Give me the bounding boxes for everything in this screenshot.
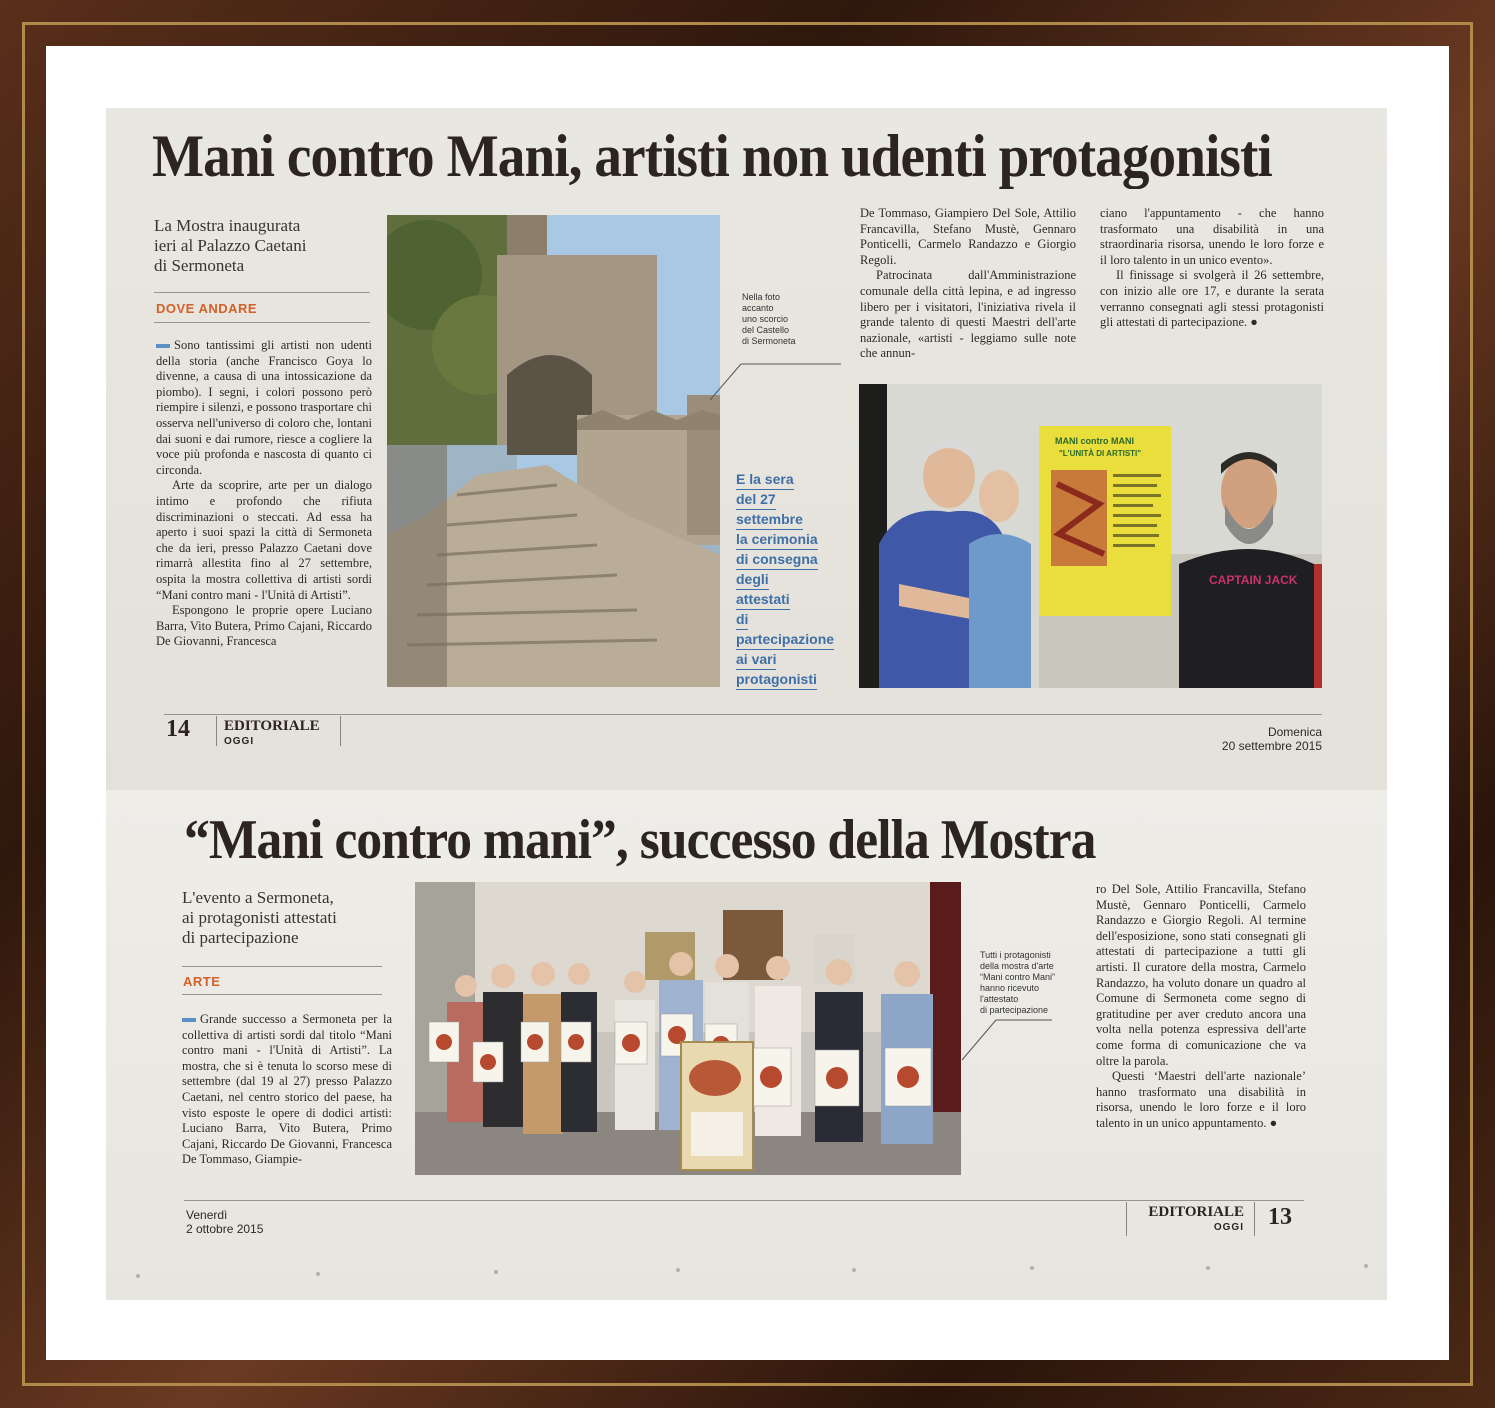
punch-mark	[316, 1272, 320, 1276]
paragraph: De Tommaso, Giampiero Del Sole, Attilio Francavilla, Stefano Mustè, Gennaro Ponticelli, Carmelo Randazzo e Giorgio Regoli.	[860, 206, 1076, 267]
punch-mark	[136, 1274, 140, 1278]
subheadline-line: ai protagonisti attestati	[182, 908, 337, 927]
quote-line: ai vari	[736, 650, 776, 670]
article-column-4	[1100, 206, 1324, 331]
quote-line: partecipazione	[736, 630, 834, 650]
article-column-3	[1096, 882, 1306, 1132]
quote-line: del 27	[736, 490, 776, 510]
quote-line: di	[736, 610, 748, 630]
footer-separator	[340, 716, 341, 746]
page-number: 14	[166, 716, 190, 742]
punch-mark	[852, 1268, 856, 1272]
paragraph: Il finissage si svolgerà il 26 settembre, con inizio alle ore 17, e durante la serata verranno consegnati agli stessi protagonisti gli attestati di partecipazione. ●	[1100, 268, 1324, 330]
caption-line: accanto	[742, 303, 774, 313]
issue-date	[186, 1208, 263, 1236]
rule	[182, 994, 382, 995]
quote-line: la cerimonia	[736, 530, 818, 550]
caption-pointer	[706, 356, 846, 406]
rule	[154, 292, 370, 293]
newspaper-clipping-1	[106, 108, 1387, 790]
paragraph: Patrocinata dall'Amministrazione comunale della città lepina, e ad ingresso libero per i visitatori, l'iniziativa rivela il grande talento di questi Maestri dell'arte nazionale, «artisti - leggiamo sulle note che annun-	[860, 268, 1076, 361]
subheadline-line: La Mostra inaugurata	[154, 216, 301, 235]
lead-marker	[182, 1018, 196, 1022]
artists-illustration	[859, 384, 1322, 688]
caption-line: del Castello	[742, 325, 790, 335]
date: 20 settembre 2015	[1221, 739, 1322, 753]
caption-line: hanno ricevuto	[980, 983, 1040, 993]
footer-rule	[184, 1200, 1304, 1201]
footer-separator	[216, 716, 217, 746]
caption-line: di partecipazione	[980, 1005, 1049, 1015]
subheadline-line: L'evento a Sermoneta,	[182, 888, 334, 907]
punch-mark	[1364, 1264, 1368, 1268]
footer-rule	[164, 714, 1322, 715]
paragraph: Grande successo a Sermoneta per la collettiva di artisti sordi dal titolo “Mani contro mani - l'Unità di Artisti”. La mostra, che si è tenuta lo scorso mese di settembre (dal 19 al 27) presso Palazzo Caetani, nel centro storico del paese, ha visto esposte le opere di dodici artisti: Luciano Barra, Vito Butera, Primo Cajani, Riccardo De Giovanni, Francesca De Tommaso, Giampie-	[182, 1012, 392, 1167]
punch-mark	[1206, 1266, 1210, 1270]
quote-line: attestati	[736, 590, 790, 610]
group-photo	[415, 882, 961, 1175]
punch-mark	[1030, 1266, 1034, 1270]
footer-separator	[1126, 1202, 1127, 1236]
weekday: Venerdì	[186, 1208, 228, 1222]
brand-sub: OGGI	[1213, 1222, 1244, 1233]
subheadline-line: ieri al Palazzo Caetani	[154, 236, 307, 255]
poster-subtitle: "L'UNITÀ DI ARTISTI"	[1059, 449, 1142, 458]
subheadline	[154, 216, 306, 276]
article-column-1	[182, 1012, 392, 1168]
masthead	[1132, 1204, 1244, 1236]
castle-photo	[387, 215, 720, 687]
lead-marker	[156, 344, 170, 348]
caption-line: della mostra d'arte	[980, 961, 1054, 971]
artists-photo	[859, 384, 1322, 688]
section-tag: ARTE	[183, 974, 221, 989]
rule	[154, 322, 370, 323]
poster-title: MANI contro MANI	[1055, 436, 1134, 446]
caption-line: l'attestato	[980, 994, 1019, 1004]
caption-line: di Sermoneta	[742, 336, 796, 346]
quote-line: settembre	[736, 510, 803, 530]
paragraph: ro Del Sole, Attilio Francavilla, Stefano Mustè, Gennaro Ponticelli, Carmelo Randazzo e Giorgio Regoli. Al termine dell'esposizione, sono stati consegnati gli attestati di partecipazione a tutti gli artisti. Il curatore della mostra, Carmelo Randazzo, ha voluto donare un quadro al Comune di Sermoneta come segno di gratitudine per aver creduto ancora una volta nella potenza espressiva dell'arte come forma di comunicazione che va oltre la parola.	[1096, 882, 1306, 1068]
issue-date	[1186, 725, 1322, 753]
page-number: 13	[1268, 1204, 1292, 1230]
weekday: Domenica	[1267, 725, 1322, 739]
brand-name: EDITORIALE	[224, 718, 320, 734]
section-tag: DOVE ANDARE	[156, 301, 258, 316]
masthead	[224, 718, 320, 750]
article-column-3	[860, 206, 1076, 362]
subheadline-line: di Sermoneta	[154, 256, 245, 275]
paragraph: Sono tantissimi gli artisti non udenti della storia (anche Francisco Goya lo divenne, a causa di una intossicazione da piombo). I segni, i colori possono però riempire i silenzi, e possono trasportare chi osserva nell'universo di coloro che, lontani dai suoni e dai rumore, riesce a cogliere la voce più profonda e nascosta di quanto ci circonda.	[156, 338, 372, 477]
tshirt-print: CAPTAIN JACK	[1209, 573, 1298, 587]
castle-illustration	[387, 215, 720, 687]
paragraph: Arte da scoprire, arte per un dialogo intimo e profondo che rifiuta discriminazioni o steccati. Ad essa ha aperto i suoi spazi la città di Sermoneta che da ieri, presso Palazzo Caetani dove rimarrà allestita fino al 27 settembre, ospita la mostra collettiva di artisti sordi “Mani contro mani - l'Unità di Artisti”.	[156, 478, 372, 602]
subheadline-line: di partecipazione	[182, 928, 299, 947]
rule	[182, 966, 382, 967]
article-column-1	[156, 338, 372, 650]
subheadline	[182, 888, 337, 948]
punch-mark	[676, 1268, 680, 1272]
photo-caption	[980, 950, 1090, 1016]
caption-pointer	[956, 1016, 1056, 1064]
photo-caption	[742, 292, 822, 347]
caption-line: Tutti i protagonisti	[980, 950, 1051, 960]
pull-quote	[736, 470, 834, 690]
headline: “Mani contro mani”, successo della Mostra	[184, 809, 1096, 871]
paragraph: Questi ‘Maestri dell'arte nazionale’ hanno trasformato una disabilità in risorsa, unendo le loro forze e il loro talento in un unico appuntamento. ●	[1096, 1069, 1306, 1130]
caption-line: Nella foto	[742, 292, 781, 302]
quote-line: di consegna	[736, 550, 818, 570]
headline: Mani contro Mani, artisti non udenti protagonisti	[152, 123, 1272, 189]
newspaper-clipping-2	[106, 790, 1387, 1300]
paragraph: Espongono le proprie opere Luciano Barra, Vito Butera, Primo Cajani, Riccardo De Giovanni, Francesca	[156, 603, 372, 649]
caption-line: uno scorcio	[742, 314, 789, 324]
caption-line: “Mani contro Mani”	[980, 972, 1056, 982]
brand-sub: OGGI	[224, 736, 255, 747]
quote-line: E la sera	[736, 470, 794, 490]
paragraph: ciano l'appuntamento - che hanno trasformato una disabilità in una straordinaria risorsa, unendo le loro forze e il loro talento in un unico evento».	[1100, 206, 1324, 267]
punch-mark	[494, 1270, 498, 1274]
footer-separator	[1254, 1202, 1255, 1236]
group-illustration	[415, 882, 961, 1175]
quote-line: protagonisti	[736, 670, 817, 690]
quote-line: degli	[736, 570, 769, 590]
brand-name: EDITORIALE	[1148, 1204, 1244, 1220]
date: 2 ottobre 2015	[186, 1222, 264, 1236]
